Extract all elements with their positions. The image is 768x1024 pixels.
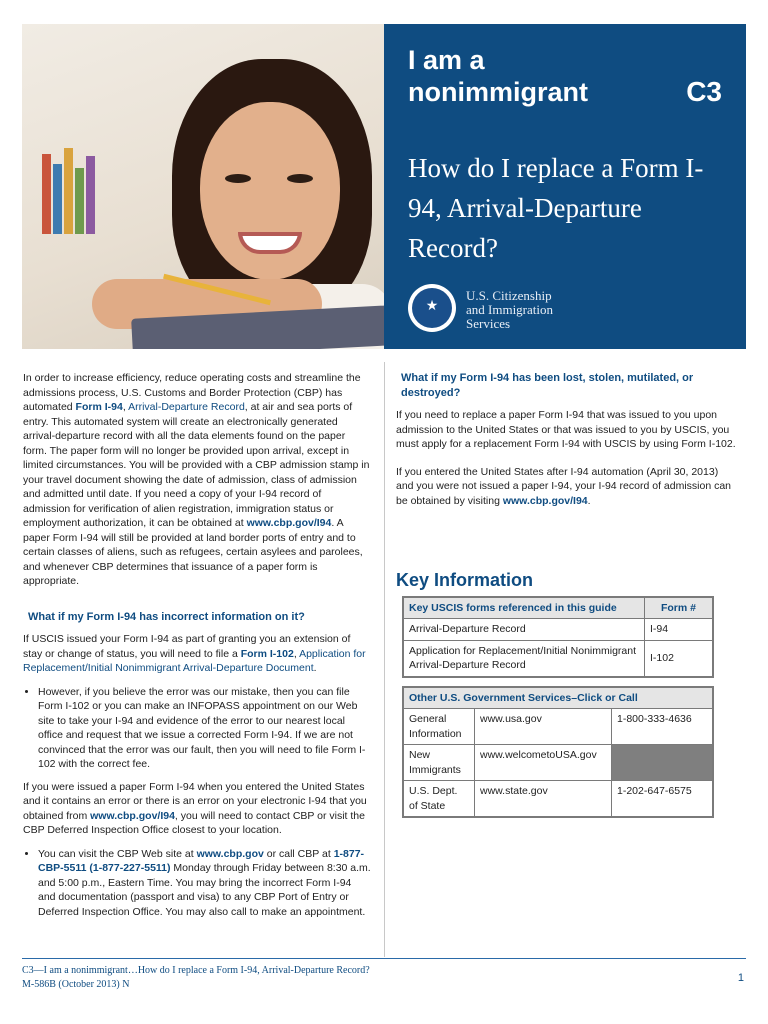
- agency-line: U.S. Citizenship: [466, 288, 552, 303]
- key-information-title: Key Information: [396, 570, 534, 590]
- footer: [22, 964, 370, 992]
- cbp-i94-link[interactable]: www.cbp.gov/I94: [246, 517, 332, 529]
- cbp-phone-link[interactable]: 1-877-CBP-5511 (1-877-227-5511): [38, 847, 365, 874]
- table-header: Key USCIS forms referenced in this guide: [403, 597, 645, 619]
- lost-paragraph-2: If you entered the United States after I-94 automation (April 30, 2013) and you were not issued a paper I-94, your I-94 record of admission can be obtained by visiting www.cbp.gov/I94.: [396, 465, 732, 507]
- column-divider: [384, 362, 385, 957]
- book: [86, 156, 95, 234]
- eye: [287, 174, 313, 183]
- incorrect-list-1: [23, 685, 371, 772]
- service-link[interactable]: www.state.gov: [475, 781, 612, 818]
- table-row: [403, 709, 713, 745]
- table-row: [403, 745, 713, 781]
- i102-application-link[interactable]: Application for Replacement/Initial Nonimmigrant Arrival-Departure Document: [23, 647, 366, 674]
- footer-title: C3—I am a nonimmigrant…How do I replace a Form I-94, Arrival-Departure Record?: [22, 965, 370, 976]
- table-cell: I-94: [645, 619, 714, 641]
- book: [75, 168, 84, 234]
- audience-line-2: nonimmigrant: [408, 77, 588, 107]
- left-column: [23, 371, 371, 927]
- hero-photo: [22, 24, 384, 349]
- service-phone[interactable]: 1-800-333-4636: [612, 709, 714, 745]
- table-header-row: [403, 687, 713, 709]
- service-phone[interactable]: 1-202-647-6575: [612, 781, 714, 818]
- incorrect-info-heading: What if my Form I-94 has incorrect information on it?: [28, 610, 305, 623]
- forms-table: [402, 596, 714, 678]
- form-i94-link[interactable]: Form I-94: [75, 401, 123, 413]
- cbp-i94-link[interactable]: www.cbp.gov/I94: [502, 494, 588, 507]
- list-item: • You can visit the CBP Web site at www.cbp.gov or call CBP at 1-877-CBP-5511 (1-877-227-5511) Monday through Friday between 8:30 a.m. and 5:00 p.m., Eastern Time. You may bring the incorrect Form I-94 and documentation (passport and visa) to any CBP Port of Entry or Deferred Inspection Office. You may also call to make an appointment.: [38, 847, 371, 920]
- empty-cell: [612, 745, 714, 781]
- dhs-seal-icon: ★: [408, 284, 456, 332]
- footer-rule: [22, 958, 746, 959]
- page-number: 1: [737, 972, 744, 984]
- book: [53, 164, 62, 234]
- table-row: [403, 781, 713, 818]
- arrival-departure-record-link[interactable]: Arrival-Departure Record: [128, 401, 245, 413]
- cbp-website-link[interactable]: www.cbp.gov: [196, 847, 264, 860]
- lost-paragraph-1: If you need to replace a paper Form I-94 that was issued to you upon admission to the United States or that was issued to you by USCIS, you must apply for a replacement Form I-94 with USCIS by using Form I-102.: [396, 409, 736, 450]
- incorrect-paragraph-2: If you were issued a paper Form I-94 when you entered the United States and it contains an error or there is an error on your electronic I-94 that you obtained from www.cbp.gov/I94, you will need to contact CBP or visit the CBP Deferred Inspection Office closest to your location.: [23, 780, 367, 836]
- table-header-row: [403, 597, 713, 619]
- table-cell: General Information: [403, 709, 475, 745]
- form-i102-link[interactable]: Form I-102: [240, 647, 294, 660]
- lost-heading: What if my Form I-94 has been lost, stolen, mutilated, or destroyed?: [401, 372, 694, 399]
- incorrect-paragraph-1: If USCIS issued your Form I-94 as part of granting you an extension of stay or change of status, you will need to file a Form I-102, Application for Replacement/Initial Nonimmigrant Arrival-Departure Document.: [23, 633, 366, 674]
- book: [64, 148, 73, 234]
- services-table: [402, 686, 714, 819]
- incorrect-list-2: [23, 847, 371, 920]
- table-cell: Arrival-Departure Record: [403, 619, 645, 641]
- table-row: [403, 619, 713, 641]
- eye: [225, 174, 251, 183]
- bookshelf: [42, 134, 112, 234]
- right-column: [396, 371, 736, 818]
- agency-line: and Immigration: [466, 302, 554, 317]
- cbp-i94-link[interactable]: www.cbp.gov/I94: [90, 809, 175, 822]
- audience-line-1: I am a: [408, 45, 485, 75]
- table-cell: I-102: [645, 640, 714, 677]
- list-item: • However, if you believe the error was our mistake, then you can file Form I-102 or you can make an INFOPASS appointment on our Web site to take your I-94 and evidence of the error to our nearest local office and request that we issue a corrected Form I-94. If we are not convinced that the error was our fault, then you will need to file Form I-102 with the correct fee.: [38, 685, 371, 772]
- agency-name: [466, 289, 626, 331]
- table-row: [403, 640, 713, 677]
- table-cell: Application for Replacement/Initial Nonimmigrant Arrival-Departure Record: [403, 640, 645, 677]
- form-number: M-586B (October 2013) N: [22, 979, 130, 990]
- book: [42, 154, 51, 234]
- guide-code: C3: [686, 76, 722, 107]
- audience-title: [408, 44, 588, 108]
- table-header: Form #: [645, 597, 714, 619]
- table-header: Other U.S. Government Services–Click or Call: [403, 687, 713, 709]
- title-banner: [384, 24, 746, 349]
- table-cell: New Immigrants: [403, 745, 475, 781]
- agency-line: Services: [466, 316, 511, 331]
- table-cell: U.S. Dept. of State: [403, 781, 475, 818]
- intro-paragraph: In order to increase efficiency, reduce operating costs and streamline the admissions process, U.S. Customs and Border Protection (CBP) has automated Form I-94, Arrival-Departure Record, at air and sea ports of entry. This automated system will create an electronically generated arrival-departure record with all the data elements found on the paper form. The paper form will no longer be provided upon arrival, except in limited circumstances. You will be provided with a CBP admission stamp in your travel document showing the date of admission, class of admission and admitted until date. If you need a copy of your I-94 record of admission for verification of alien registration, immigration status or employment authorization, it can be obtained at www.cbp.gov/I94. A paper Form I-94 will still be provided at land border ports of entry and to certain classes of aliens, such as refugees, certain asylees and parolees, and whenever CBP determines that issuance of a paper form is appropriate.: [23, 372, 370, 587]
- service-link[interactable]: www.welcometoUSA.gov: [475, 745, 612, 781]
- service-link[interactable]: www.usa.gov: [475, 709, 612, 745]
- page-title: How do I replace a Form I-94, Arrival-Departure Record?: [408, 153, 704, 263]
